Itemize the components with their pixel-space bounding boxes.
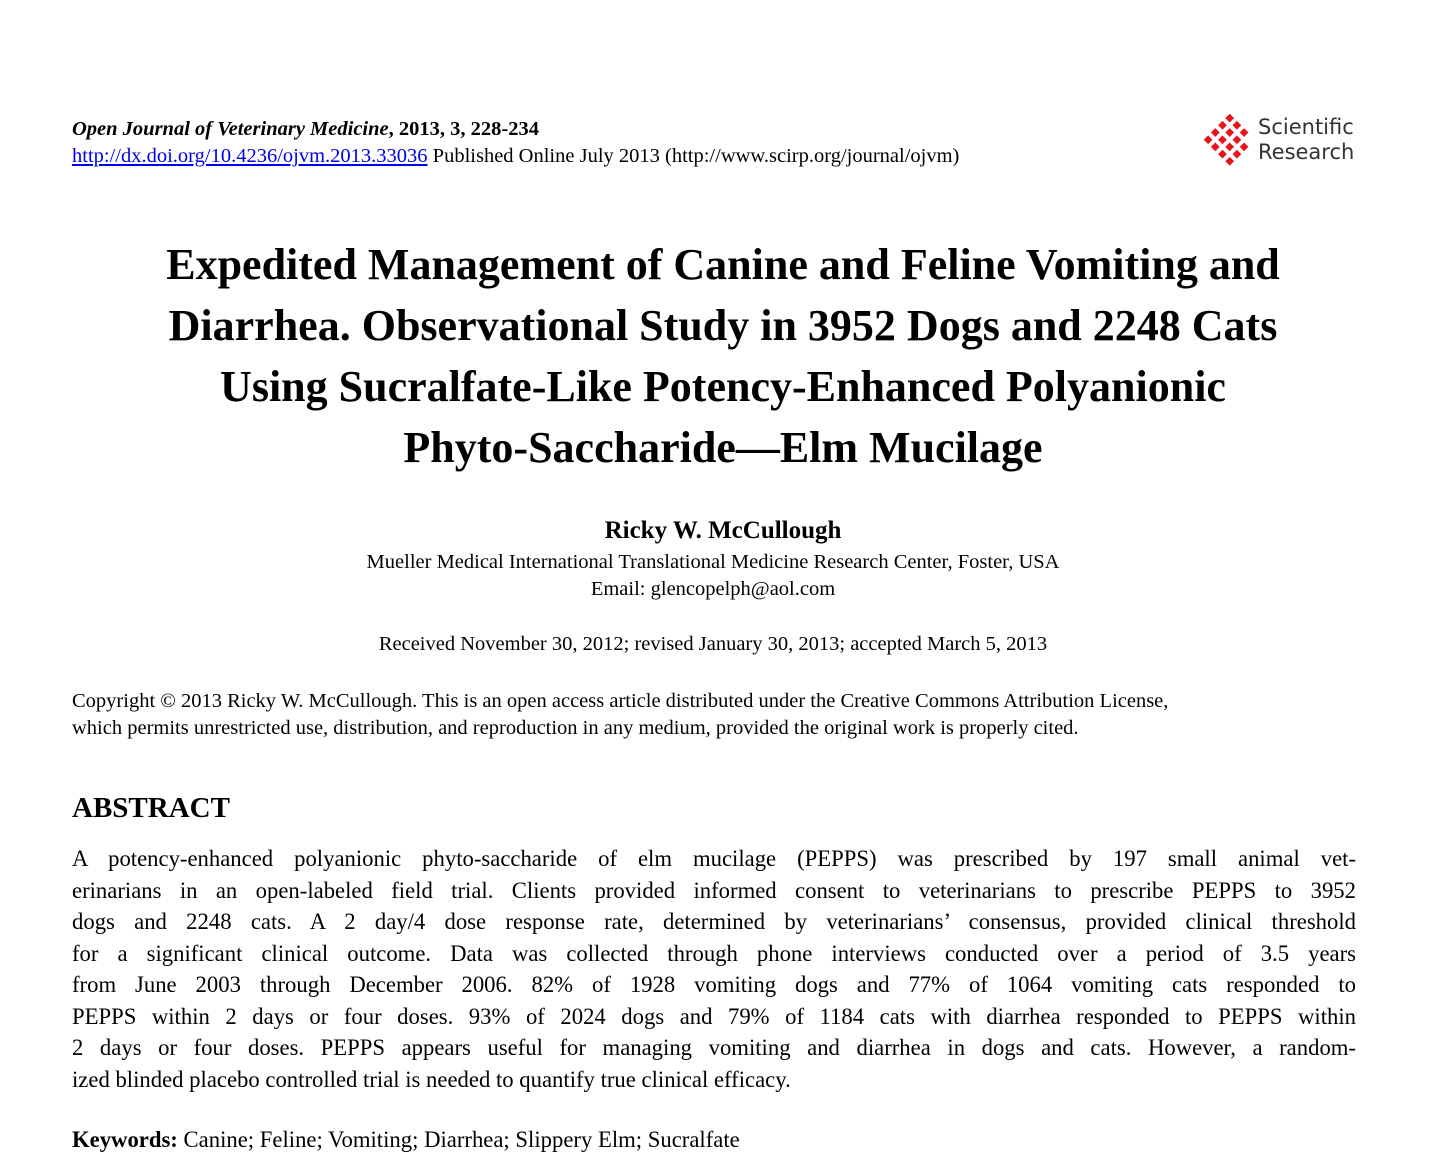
copyright-notice — [72, 688, 1168, 742]
journal-name: Open Journal of Veterinary Medicine — [72, 118, 389, 140]
author-name: Ricky W. McCullough — [604, 517, 842, 544]
abstract-heading: ABSTRACT — [72, 792, 230, 824]
doi-line — [72, 143, 959, 170]
abstract-line: dogs and 2248 cats. A 2 day/4 dose response rate, determined by veterinarians’ consensus, provided clinical threshold — [72, 909, 1356, 934]
logo-line-1: Scientific — [1258, 115, 1354, 139]
logo-mark-square — [1218, 135, 1227, 144]
doi-link[interactable]: http://dx.doi.org/10.4236/ojvm.2013.33036 — [72, 145, 428, 167]
keywords — [72, 1124, 740, 1156]
logo-mark-square — [1233, 150, 1242, 159]
copyright-line: Copyright © 2013 Ricky W. McCullough. This is an open access article distributed under the Creative Commons Attribution License, — [72, 690, 1169, 712]
logo-line-2: Research — [1258, 140, 1355, 164]
title-line: Expedited Management of Canine and Feline Vomiting and — [166, 240, 1280, 289]
publisher-logo-text — [1258, 115, 1354, 165]
title-line: Using Sucralfate-Like Potency-Enhanced Polyanionic — [220, 362, 1226, 411]
journal-citation — [72, 116, 959, 143]
logo-mark-square — [1211, 143, 1220, 152]
abstract-line: A potency-enhanced polyanionic phyto-saccharide of elm mucilage (PEPPS) was prescribed by 197 small animal vet- — [72, 846, 1356, 871]
keywords-label: Keywords: — [72, 1127, 178, 1152]
article-header — [72, 116, 959, 170]
logo-mark-square — [1218, 150, 1227, 159]
abstract-line: 2 days or four doses. PEPPS appears useful for managing vomiting and diarrhea in dogs and cats. However, a random- — [72, 1035, 1356, 1060]
copyright-line: which permits unrestricted use, distribution, and reproduction in any medium, provided the original work is properly cited. — [72, 717, 1079, 739]
author-email: Email: glencopelph@aol.com — [590, 578, 836, 600]
published-online: Published Online July 2013 (http://www.scirp.org/journal/ojvm) — [427, 145, 960, 167]
keywords-list: Canine; Feline; Vomiting; Diarrhea; Slippery Elm; Sucralfate — [177, 1127, 740, 1152]
logo-mark-square — [1240, 143, 1249, 152]
abstract-body — [72, 843, 1356, 1095]
paper-title — [40, 234, 1406, 478]
abstract-line: ized blinded placebo controlled trial is needed to quantify true clinical efficacy. — [72, 1066, 791, 1092]
scientific-research-logo-icon — [1202, 112, 1252, 168]
logo-mark-square — [1233, 135, 1242, 144]
abstract-line: from June 2003 through December 2006. 82% of 1928 vomiting dogs and 77% of 1064 vomiting cats responded to — [72, 972, 1356, 997]
logo-mark-square — [1225, 128, 1234, 137]
logo-mark-square — [1225, 114, 1234, 123]
logo-mark-square — [1204, 135, 1213, 144]
abstract-line: for a significant clinical outcome. Data was collected through phone interviews conducted over a period of 3.5 years — [72, 940, 1356, 966]
logo-mark-square — [1218, 121, 1227, 130]
logo-mark-square — [1225, 143, 1234, 152]
title-line: Diarrhea. Observational Study in 3952 Dogs and 2248 Cats — [168, 301, 1278, 350]
abstract-line: erinarians in an open-labeled field trial. Clients provided informed consent to veterinarians to prescribe PEPPS to 3952 — [72, 877, 1356, 903]
journal-volume-pages: , 2013, 3, 228-234 — [388, 118, 539, 140]
submission-dates: Received November 30, 2012; revised January 30, 2013; accepted March 5, 2013 — [378, 633, 1048, 655]
logo-mark-square — [1240, 128, 1249, 137]
abstract-line: PEPPS within 2 days or four doses. 93% of 2024 dogs and 79% of 1184 cats with diarrhea responded to PEPPS within — [72, 1003, 1356, 1029]
logo-mark-square — [1225, 157, 1234, 166]
logo-mark-square — [1211, 128, 1220, 137]
title-line: Phyto-Saccharide—Elm Mucilage — [403, 423, 1043, 472]
author-affiliation: Mueller Medical International Translational Medicine Research Center, Foster, USA — [366, 551, 1060, 573]
logo-mark-square — [1233, 121, 1242, 130]
publisher-logo — [1202, 112, 1354, 168]
